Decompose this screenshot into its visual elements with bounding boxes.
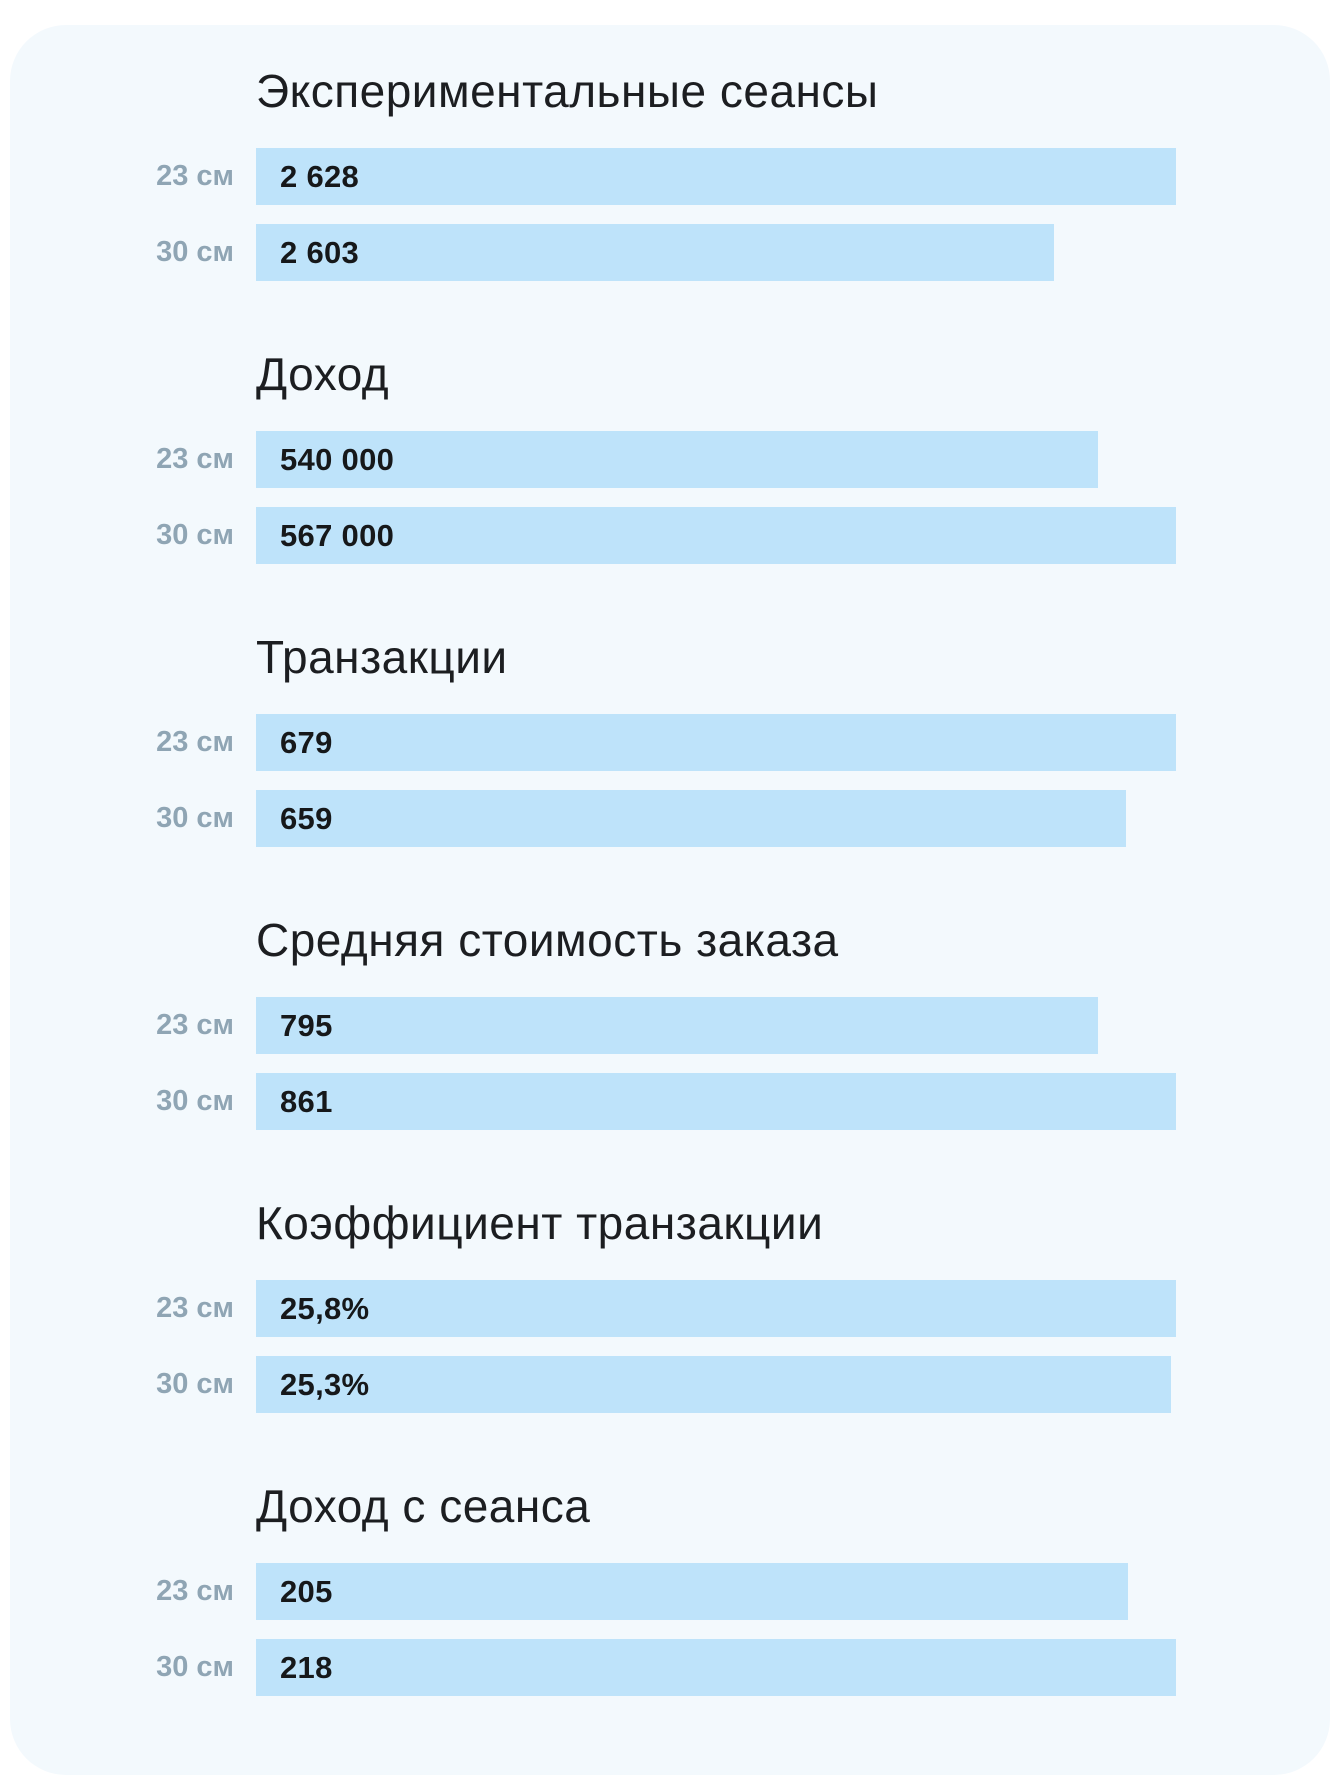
row-label: 30 см — [156, 236, 234, 268]
section-title: Транзакции — [256, 631, 508, 683]
bar-row — [10, 148, 1330, 205]
bar — [256, 224, 1054, 281]
bar-value: 679 — [280, 724, 333, 760]
bar-track — [256, 1639, 1176, 1696]
row-label: 23 см — [156, 1575, 234, 1607]
bar-track — [256, 790, 1176, 847]
bar-value: 205 — [280, 1573, 333, 1609]
section-transactions — [10, 631, 1330, 847]
bar-value: 25,3% — [280, 1366, 370, 1402]
section-title: Средняя стоимость заказа — [256, 914, 839, 966]
bar-row — [10, 1356, 1330, 1413]
bar-track — [256, 1280, 1176, 1337]
bar-value: 218 — [280, 1649, 333, 1685]
report-card — [10, 25, 1330, 1775]
bar — [256, 790, 1126, 847]
section-revenue-per-session — [10, 1480, 1330, 1696]
bar — [256, 1356, 1171, 1413]
section-experimental-sessions — [10, 65, 1330, 281]
section-revenue — [10, 348, 1330, 564]
section-title: Коэффициент транзакции — [256, 1197, 824, 1249]
bar — [256, 1639, 1176, 1696]
bar-value: 795 — [280, 1007, 333, 1043]
row-label: 30 см — [156, 802, 234, 834]
bar-row — [10, 1280, 1330, 1337]
bar — [256, 1563, 1128, 1620]
bar-row — [10, 1563, 1330, 1620]
bar — [256, 431, 1098, 488]
bar-value: 540 000 — [280, 441, 395, 477]
row-label: 30 см — [156, 1368, 234, 1400]
bar-track — [256, 1563, 1176, 1620]
bar-value: 2 603 — [280, 234, 360, 270]
bar-row — [10, 1639, 1330, 1696]
bar-track — [256, 431, 1176, 488]
bar — [256, 148, 1176, 205]
section-average-order-value — [10, 914, 1330, 1130]
bar-row — [10, 431, 1330, 488]
row-label: 30 см — [156, 1085, 234, 1117]
row-label: 30 см — [156, 1651, 234, 1683]
bar-row — [10, 507, 1330, 564]
bar — [256, 714, 1176, 771]
bar-track — [256, 714, 1176, 771]
bar-track — [256, 997, 1176, 1054]
row-label: 23 см — [156, 443, 234, 475]
bar-track — [256, 224, 1176, 281]
bar-track — [256, 507, 1176, 564]
section-title: Экспериментальные сеансы — [256, 65, 879, 117]
bar-track — [256, 1356, 1176, 1413]
section-title: Доход с сеанса — [256, 1480, 591, 1532]
bar-row — [10, 224, 1330, 281]
bar — [256, 1280, 1176, 1337]
bar-row — [10, 1073, 1330, 1130]
bar-track — [256, 1073, 1176, 1130]
bar-row — [10, 714, 1330, 771]
bar-value: 861 — [280, 1083, 333, 1119]
row-label: 23 см — [156, 1009, 234, 1041]
bar — [256, 1073, 1176, 1130]
bar-row — [10, 997, 1330, 1054]
bar-value: 567 000 — [280, 517, 395, 553]
row-label: 30 см — [156, 519, 234, 551]
bar-row — [10, 790, 1330, 847]
row-label: 23 см — [156, 1292, 234, 1324]
bar-track — [256, 148, 1176, 205]
bar — [256, 507, 1176, 564]
bar-value: 25,8% — [280, 1290, 370, 1326]
bar-value: 659 — [280, 800, 333, 836]
row-label: 23 см — [156, 726, 234, 758]
row-label: 23 см — [156, 160, 234, 192]
section-transaction-rate — [10, 1197, 1330, 1413]
bar — [256, 997, 1098, 1054]
section-title: Доход — [256, 348, 390, 400]
bar-value: 2 628 — [280, 158, 360, 194]
